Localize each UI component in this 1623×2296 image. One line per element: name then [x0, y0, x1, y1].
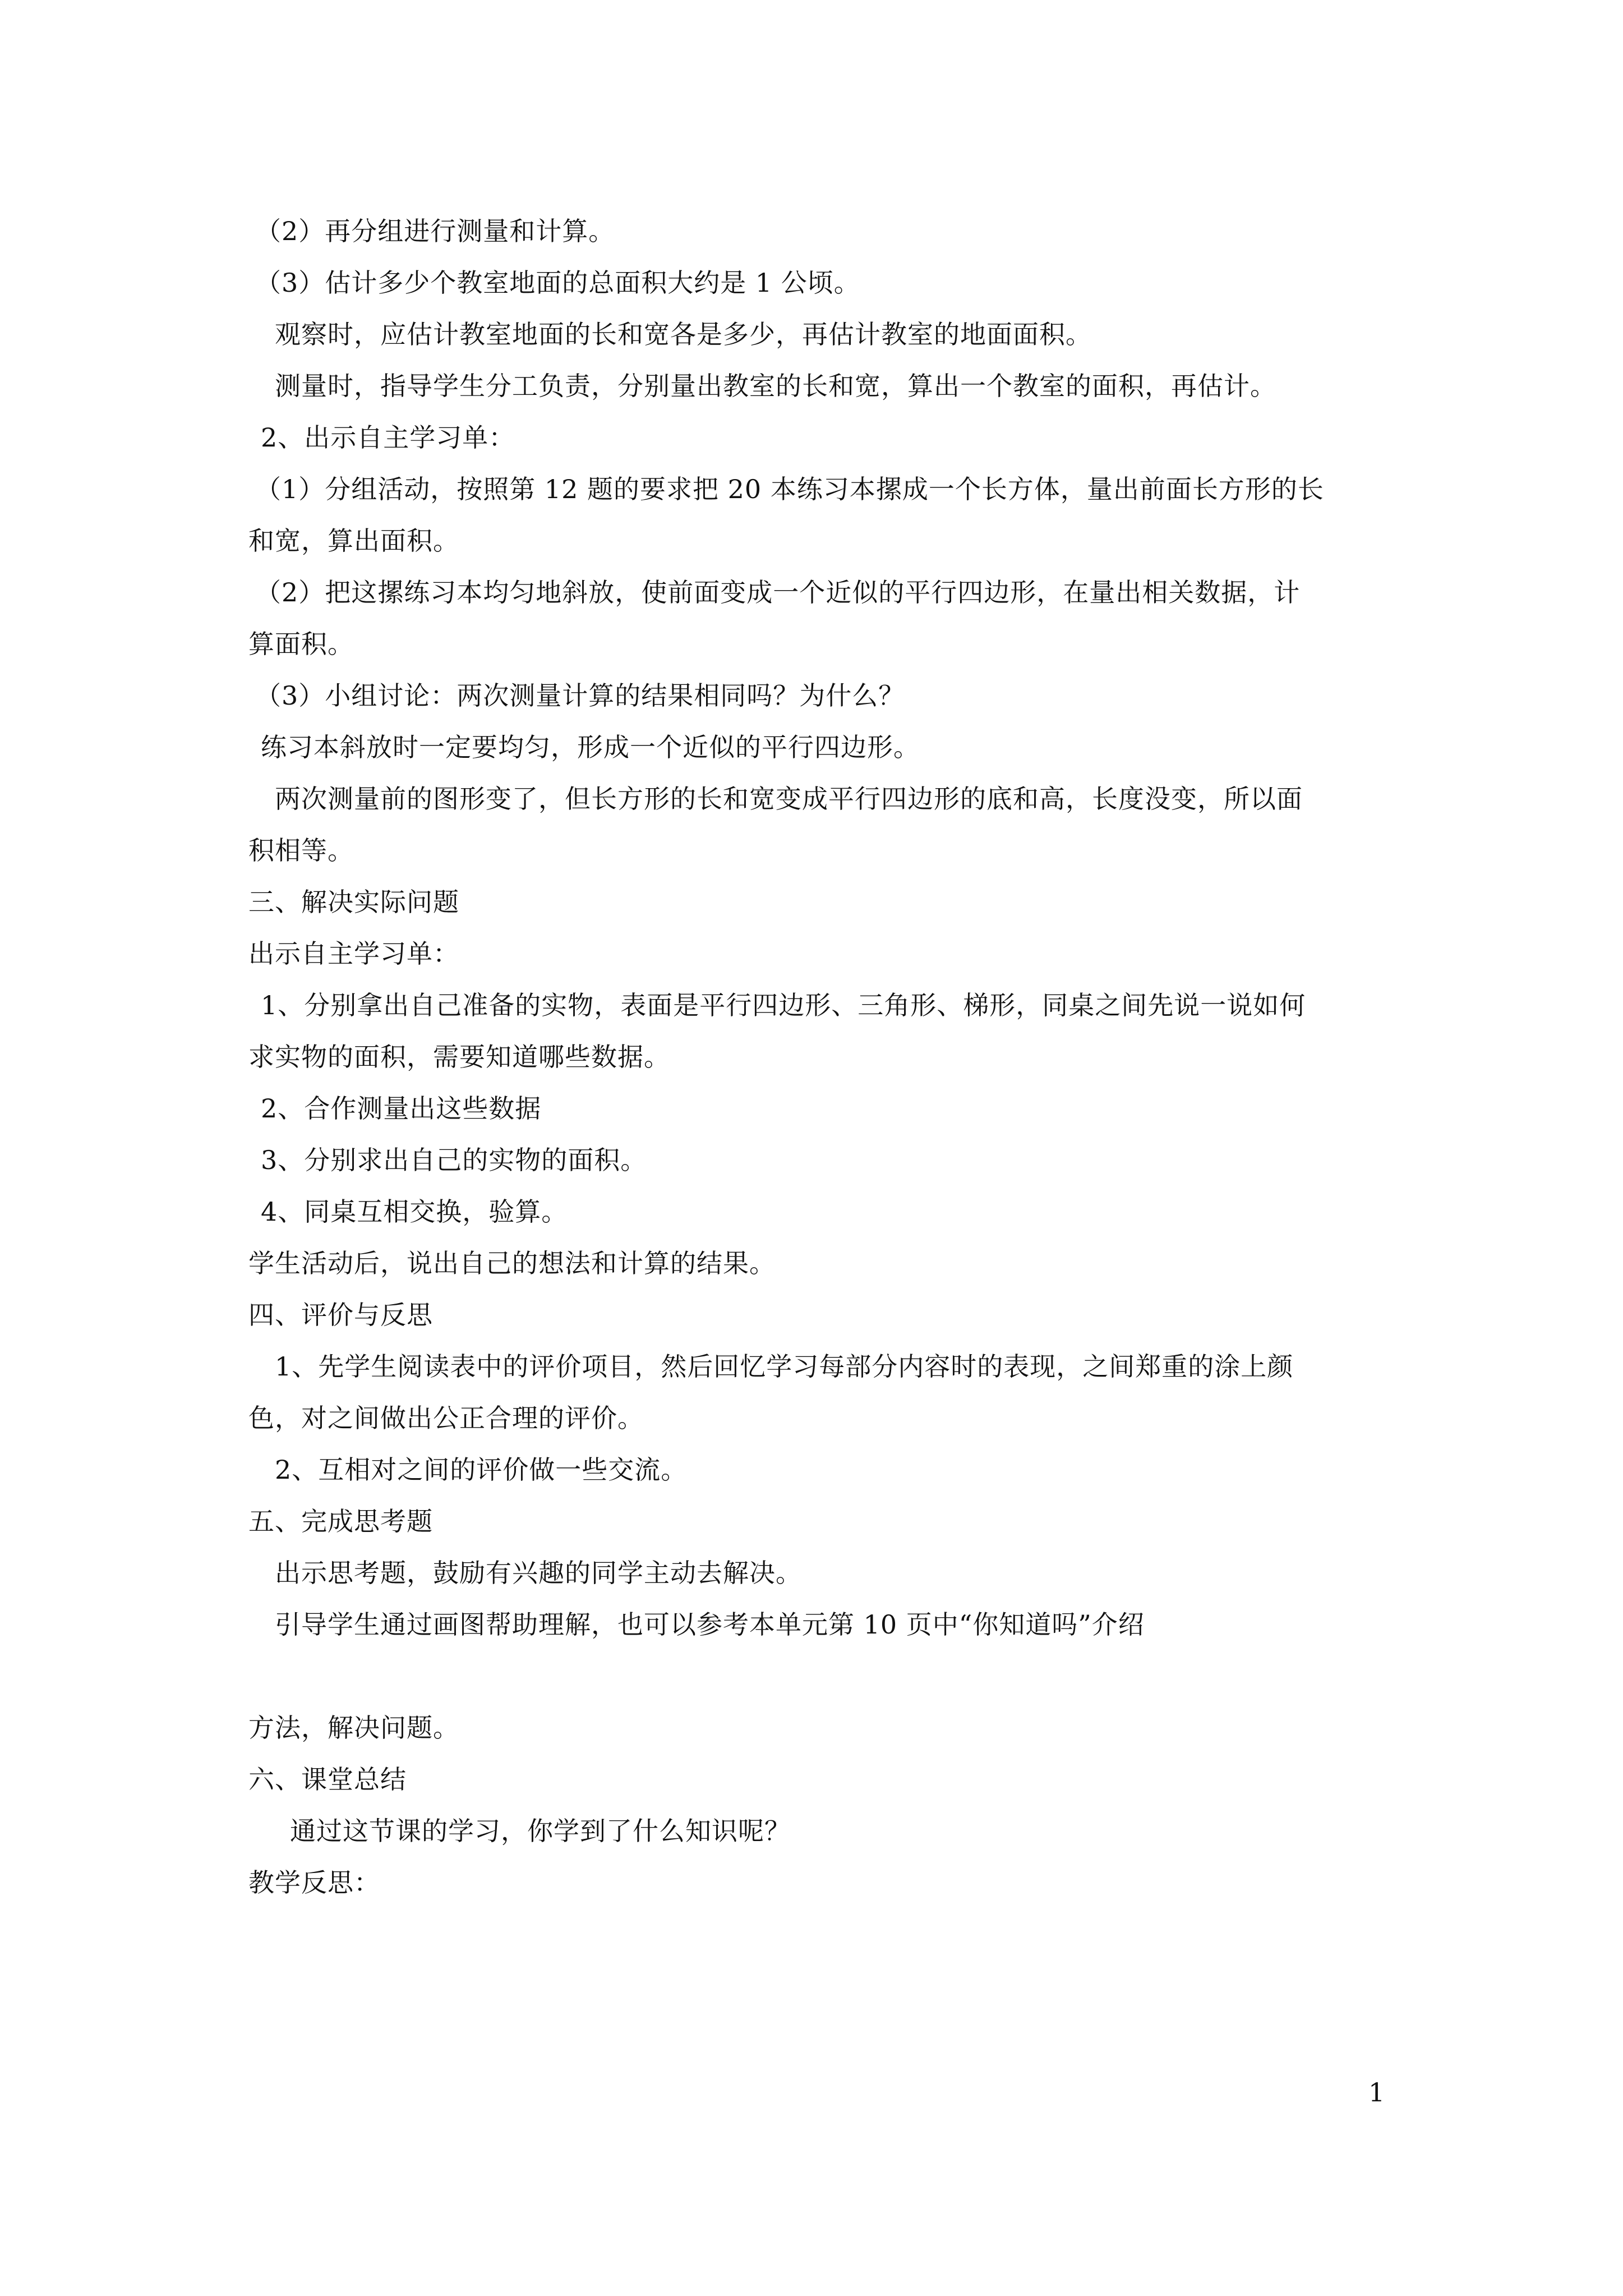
section-heading: 四、评价与反思 [248, 1300, 433, 1330]
text-line: 通过这节课的学习，你学到了什么知识呢？ [290, 1816, 791, 1846]
text-line: 和宽，算出面积。 [248, 526, 459, 556]
text-line: 1、分别拿出自己准备的实物，表面是平行四边形、三角形、梯形，同桌之间先说一说如何 [261, 990, 1306, 1020]
text-line: 学生活动后，说出自己的想法和计算的结果。 [248, 1248, 776, 1278]
text-line: 1、先学生阅读表中的评价项目，然后回忆学习每部分内容时的表现，之间郑重的涂上颜 [275, 1351, 1294, 1382]
section-heading: 五、完成思考题 [248, 1506, 433, 1536]
page-number: 1 [1368, 2077, 1385, 2108]
text-line: 教学反思： [248, 1867, 380, 1898]
text-line: 4、同桌互相交换，验算。 [261, 1197, 568, 1227]
text-line: （1）分组活动，按照第 12 题的要求把 20 本练习本摞成一个长方体，量出前面长方形的长 [255, 474, 1324, 504]
text-line: 算面积。 [248, 629, 354, 659]
text-line: 方法，解决问题。 [248, 1713, 459, 1743]
text-line: 出示自主学习单： [248, 938, 459, 969]
text-line: 求实物的面积，需要知道哪些数据。 [248, 1042, 670, 1072]
text-line: 2、出示自主学习单： [261, 422, 515, 453]
text-line: 练习本斜放时一定要均匀，形成一个近似的平行四边形。 [261, 732, 920, 762]
section-heading: 六、课堂总结 [248, 1764, 407, 1795]
text-line: 2、合作测量出这些数据 [261, 1093, 542, 1124]
text-line: （3）估计多少个教室地面的总面积大约是 1 公顷。 [255, 268, 860, 298]
text-line: （2）再分组进行测量和计算。 [255, 216, 615, 246]
text-line: 色，对之间做出公正合理的评价。 [248, 1403, 644, 1433]
text-line: 测量时，指导学生分工负责，分别量出教室的长和宽，算出一个教室的面积，再估计。 [275, 371, 1276, 401]
section-heading: 三、解决实际问题 [248, 887, 459, 917]
text-line: 积相等。 [248, 835, 354, 866]
text-line: （2）把这摞练习本均匀地斜放，使前面变成一个近似的平行四边形，在量出相关数据，计 [255, 577, 1301, 608]
text-line: （3）小组讨论：两次测量计算的结果相同吗？为什么？ [255, 680, 905, 711]
text-line: 两次测量前的图形变了，但长方形的长和宽变成平行四边形的底和高，长度没变，所以面 [275, 784, 1303, 814]
text-line: 引导学生通过画图帮助理解，也可以参考本单元第 10 页中“你知道吗”介绍 [275, 1609, 1145, 1640]
text-line: 3、分别求出自己的实物的面积。 [261, 1145, 647, 1175]
text-line: 观察时，应估计教室地面的长和宽各是多少，再估计教室的地面面积。 [275, 319, 1092, 349]
text-line: 出示思考题，鼓励有兴趣的同学主动去解决。 [275, 1558, 802, 1588]
text-line: 2、互相对之间的评价做一些交流。 [275, 1455, 688, 1485]
